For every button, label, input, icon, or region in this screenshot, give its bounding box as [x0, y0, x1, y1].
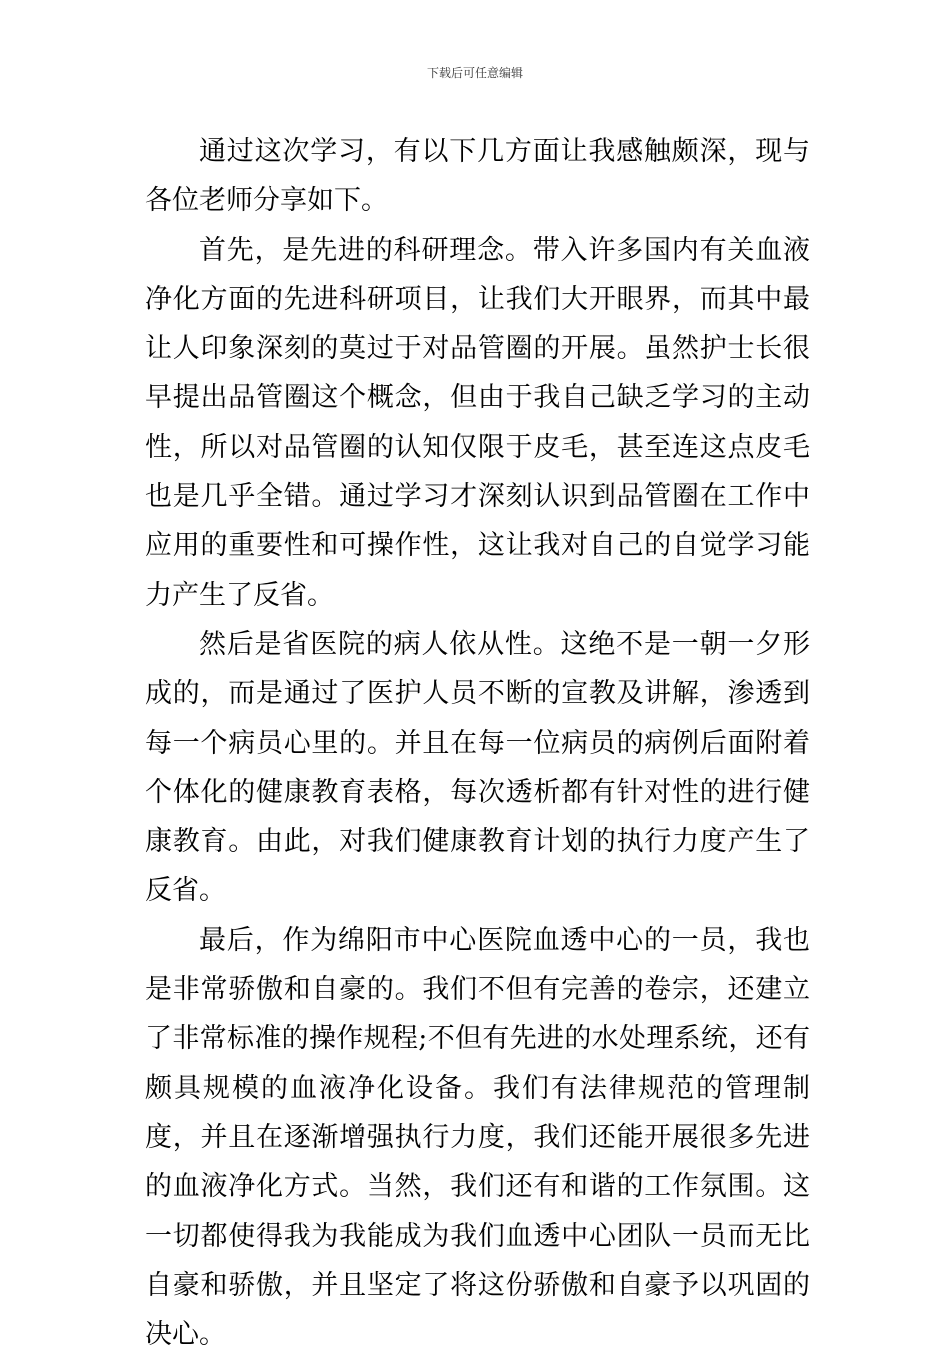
paragraph-patient-compliance: 然后是省医院的病人依从性。这绝不是一朝一夕形成的，而是通过了医护人员不断的宣教及讲解，渗透到每一个病员心里的。并且在每一位病员的病例后面附着个体化的健康教育表格，每次透析都有针对性的进行健康教育。由此，对我们健康教育计划的执行力度产生了反省。: [145, 628, 810, 907]
document-body: [145, 127, 810, 1359]
paragraph-conclusion: 最后，作为绵阳市中心医院血透中心的一员，我也是非常骄傲和自豪的。我们不但有完善的卷宗，还建立了非常标准的操作规程;不但有先进的水处理系统，还有颇具规模的血液净化设备。我们有法律规范的管理制度，并且在逐渐增强执行力度，我们还能开展很多先进的血液净化方式。当然，我们还有和谐的工作氛围。这一切都使得我为我能成为我们血透中心团队一员而无比自豪和骄傲，并且坚定了将这份骄傲和自豪予以巩固的决心。: [145, 924, 810, 1351]
paragraph-research-concept: 首先，是先进的科研理念。带入许多国内有关血液净化方面的先进科研项目，让我们大开眼界，而其中最让人印象深刻的莫过于对品管圈的开展。虽然护士长很早提出品管圈这个概念，但由于我自己缺乏学习的主动性，所以对品管圈的认知仅限于皮毛，甚至连这点皮毛也是几乎全错。通过学习才深刻认识到品管圈在工作中应用的重要性和可操作性，这让我对自己的自觉学习能力产生了反省。: [145, 234, 810, 611]
paragraph-intro: 通过这次学习，有以下几方面让我感触颇深，现与各位老师分享如下。: [145, 136, 810, 217]
page-header-note: 下载后可任意编辑: [426, 66, 523, 80]
